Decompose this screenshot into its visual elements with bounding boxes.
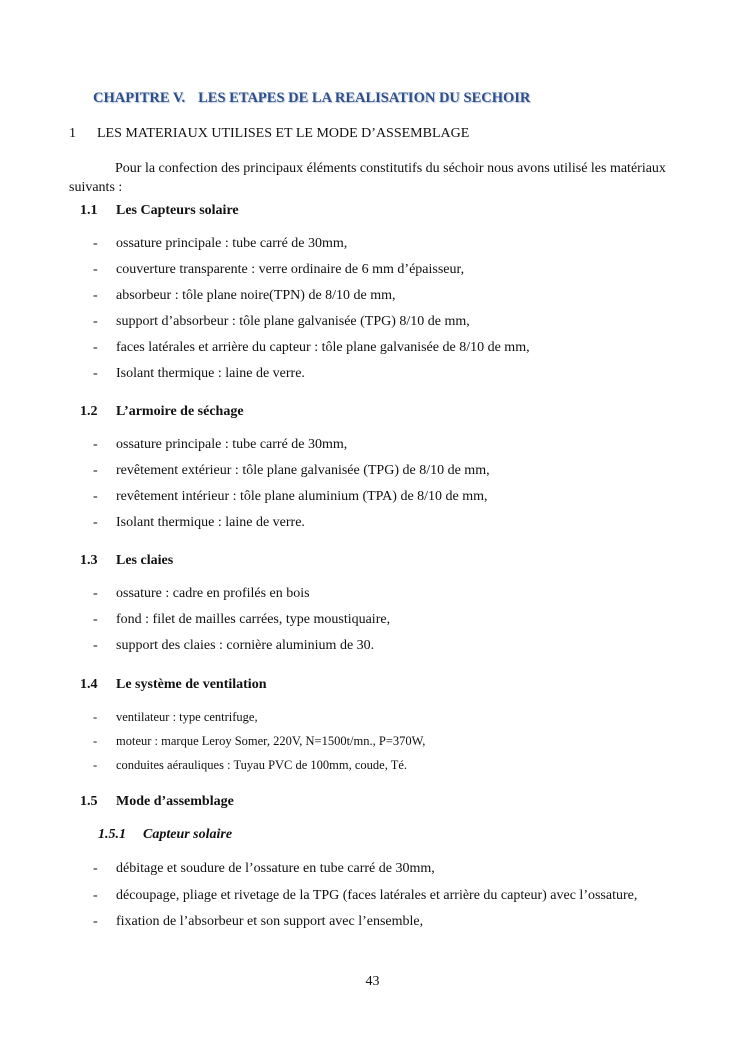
list-item: - absorbeur : tôle plane noire(TPN) de 8/10 de mm, <box>93 288 396 303</box>
chapter-title: LES ETAPES DE LA REALISATION DU SECHOIR <box>198 90 531 106</box>
bullet-dash: - <box>93 262 98 277</box>
subsection-number: 1.4 <box>80 677 98 692</box>
list-item: - ossature principale : tube carré de 30mm, <box>93 236 348 251</box>
bullet-dash: - <box>93 366 98 381</box>
chapter-heading <box>93 90 530 107</box>
subsection-heading-1-2 <box>80 404 244 420</box>
bullet-dash: - <box>93 914 98 929</box>
subsubsection-heading-1-5-1 <box>98 827 232 843</box>
bullet-dash: - <box>93 463 98 478</box>
bullet-dash: - <box>93 861 98 876</box>
subsection-title: Le système de ventilation <box>116 677 267 692</box>
intro-paragraph: Pour la confection des principaux éléments constitutifs du séchoir nous avons utilisé les matériaux suivants : <box>69 161 666 195</box>
subsection-number: 1.1 <box>80 203 98 218</box>
subsection-title: Les Capteurs solaire <box>116 203 239 218</box>
list-item: - Isolant thermique : laine de verre. <box>93 515 305 530</box>
list-item: - revêtement extérieur : tôle plane galvanisée (TPG) de 8/10 de mm, <box>93 463 490 478</box>
list-item: - faces latérales et arrière du capteur : tôle plane galvanisée de 8/10 de mm, <box>93 340 530 355</box>
list-item: - ossature : cadre en profilés en bois <box>93 586 310 601</box>
list-item: - fond : filet de mailles carrées, type moustiquaire, <box>93 612 391 627</box>
subsubsection-title: Capteur solaire <box>143 827 233 842</box>
subsection-number: 1.3 <box>80 553 98 568</box>
section-heading-1 <box>69 126 469 142</box>
bullet-dash: - <box>93 437 98 452</box>
list-item: - découpage, pliage et rivetage de la TPG (faces latérales et arrière du capteur) avec l’ossature, <box>93 888 638 903</box>
list-item: - Isolant thermique : laine de verre. <box>93 366 305 381</box>
subsection-title: Mode d’assemblage <box>116 794 234 809</box>
bullet-dash: - <box>93 236 98 251</box>
list-item: - conduites aérauliques : Tuyau PVC de 100mm, coude, Té. <box>93 758 408 772</box>
bullet-dash: - <box>93 314 98 329</box>
bullet-dash: - <box>93 586 98 601</box>
subsection-title: L’armoire de séchage <box>116 404 244 419</box>
subsection-title: Les claies <box>116 553 174 568</box>
chapter-label: CHAPITRE V. <box>93 90 186 106</box>
bullet-dash: - <box>93 340 98 355</box>
subsubsection-number: 1.5.1 <box>98 827 126 842</box>
subsection-heading-1-4 <box>80 677 266 693</box>
list-item: - fixation de l’absorbeur et son support avec l’ensemble, <box>93 914 424 929</box>
bullet-dash: - <box>93 710 98 724</box>
section-number: 1 <box>69 126 76 141</box>
subsection-number: 1.2 <box>80 404 98 419</box>
bullet-dash: - <box>93 489 98 504</box>
bullet-dash: - <box>93 758 98 772</box>
subsection-heading-1-5 <box>80 794 234 810</box>
list-item: - ossature principale : tube carré de 30mm, <box>93 437 348 452</box>
subsection-number: 1.5 <box>80 794 98 809</box>
page-number: 43 <box>365 974 380 989</box>
bullet-dash: - <box>93 288 98 303</box>
list-item: - couverture transparente : verre ordinaire de 6 mm d’épaisseur, <box>93 262 465 277</box>
bullet-dash: - <box>93 515 98 530</box>
list-item: - support d’absorbeur : tôle plane galvanisée (TPG) 8/10 de mm, <box>93 314 470 329</box>
list-item: - ventilateur : type centrifuge, <box>93 710 258 724</box>
bullet-dash: - <box>93 612 98 627</box>
list-item: - support des claies : cornière aluminium de 30. <box>93 638 375 653</box>
list-item: - revêtement intérieur : tôle plane aluminium (TPA) de 8/10 de mm, <box>93 489 488 504</box>
bullet-dash: - <box>93 888 98 903</box>
list-item: - moteur : marque Leroy Somer, 220V, N=1500t/mn., P=370W, <box>93 734 426 748</box>
bullet-dash: - <box>93 734 98 748</box>
bullet-dash: - <box>93 638 98 653</box>
section-title: LES MATERIAUX UTILISES ET LE MODE D’ASSEMBLAGE <box>97 126 470 141</box>
subsection-heading-1-1 <box>80 203 239 219</box>
list-item: - débitage et soudure de l’ossature en tube carré de 30mm, <box>93 861 435 876</box>
subsection-heading-1-3 <box>80 553 173 569</box>
